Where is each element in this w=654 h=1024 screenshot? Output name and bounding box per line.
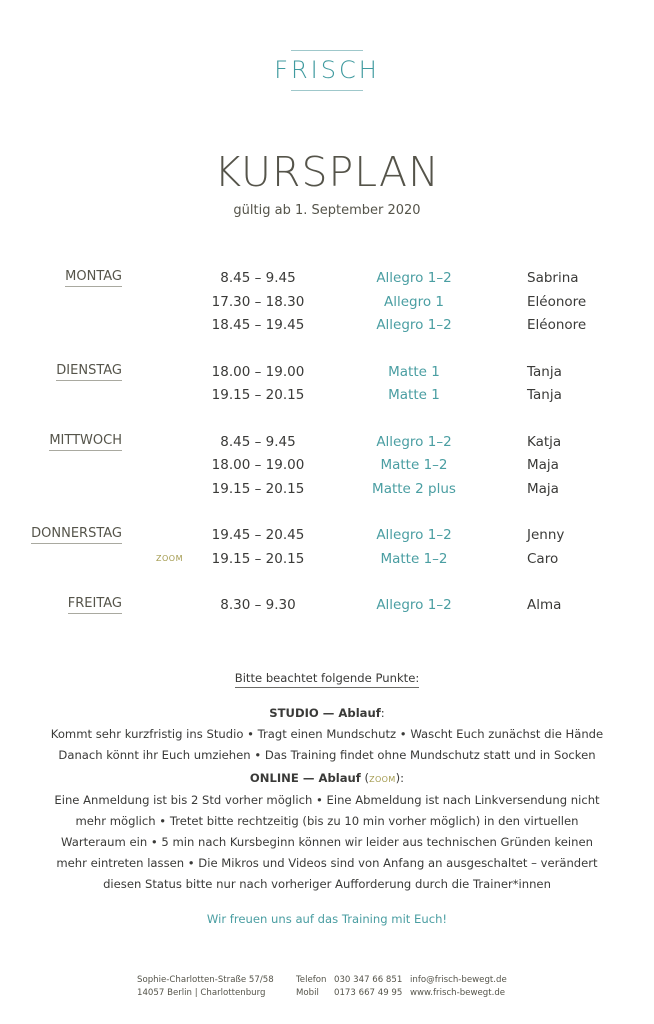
class-trainer: Tanja [527, 387, 562, 403]
class-time: 17.30 – 18.30 [211, 293, 305, 310]
class-course: Matte 1 [388, 363, 440, 380]
online-heading-title: ONLINE — Ablauf [249, 771, 361, 785]
class-course: Matte 1 [388, 387, 440, 403]
class-trainer: Jenny [527, 527, 565, 543]
footer-contact [410, 974, 507, 1000]
class-row [0, 549, 654, 573]
phone-label: Telefon [296, 975, 327, 985]
studio-line: Danach könnt ihr Euch umziehen • Das Training findet ohne Mundschutz statt und in Socken [58, 748, 596, 762]
class-time: 19.15 – 20.15 [211, 387, 305, 403]
day-label: MONTAG [65, 269, 122, 287]
online-line: Eine Anmeldung ist bis 2 Std vorher möglich • Eine Abmeldung ist nach Linkversendung nicht [54, 793, 600, 807]
logo-text: FRISCH [274, 56, 380, 84]
class-row [0, 362, 654, 386]
day-label: DONNERSTAG [31, 526, 122, 544]
class-course: Allegro 1–2 [376, 527, 452, 543]
class-course: Allegro 1–2 [376, 317, 452, 333]
day-group-dienstag [0, 362, 654, 409]
address-line: Sophie-Charlotten-Straße 57/58 [137, 975, 274, 985]
class-time: 18.00 – 19.00 [211, 363, 305, 380]
page-subtitle: gültig ab 1. September 2020 [233, 203, 421, 218]
class-row [0, 479, 654, 503]
class-time: 8.30 – 9.30 [220, 597, 296, 613]
class-row [0, 385, 654, 409]
class-time: 8.45 – 9.45 [220, 433, 296, 450]
studio-heading-title: STUDIO — Ablauf [269, 706, 381, 720]
zoom-tag: ZOOM [156, 553, 183, 563]
phone-number[interactable]: 030 347 66 851 [334, 975, 403, 985]
logo [0, 50, 654, 91]
address-line: 14057 Berlin | Charlottenburg [137, 988, 266, 998]
class-course: Matte 2 plus [372, 480, 456, 497]
online-heading [0, 768, 654, 790]
class-row [0, 525, 654, 549]
day-label: DIENSTAG [56, 363, 122, 381]
logo-bottom-rule [291, 90, 363, 91]
class-course: Matte 1–2 [380, 457, 448, 473]
mobile-label: Mobil [296, 988, 319, 998]
online-paren-close: ): [395, 771, 405, 785]
mobile-number[interactable]: 0173 667 49 95 [334, 988, 403, 998]
online-paren-open: ( [360, 771, 370, 785]
class-row [0, 595, 654, 619]
class-trainer: Alma [527, 597, 562, 613]
class-time: 19.15 – 20.15 [211, 480, 305, 497]
email-link[interactable]: info@frisch-bewegt.de [410, 975, 507, 985]
class-trainer: Maja [527, 480, 559, 497]
class-row [0, 455, 654, 479]
class-trainer: Katja [527, 433, 562, 450]
online-line: diesen Status bitte nur nach vorheriger Aufforderung durch die Trainer*innen [103, 877, 551, 891]
studio-line: Kommt sehr kurzfristig ins Studio • Tragt einen Mundschutz • Wascht Euch zunächst die Hände [50, 727, 604, 741]
day-label: MITTWOCH [49, 433, 122, 451]
page-title: KURSPLAN [214, 148, 440, 196]
class-trainer: Maja [527, 457, 559, 473]
class-trainer: Eléonore [527, 317, 587, 333]
online-line: mehr eintreten lassen • Die Mikros und Videos sind von Anfang an ausgeschaltet – verändert [56, 856, 598, 870]
class-time: 19.15 – 20.15 [211, 550, 305, 567]
class-course: Allegro 1–2 [376, 433, 452, 450]
website-link[interactable]: www.frisch-bewegt.de [410, 988, 506, 998]
studio-heading [0, 703, 654, 724]
class-row [0, 268, 654, 292]
footer-phone [296, 974, 402, 1000]
day-group-donnerstag [0, 525, 654, 572]
day-group-mittwoch [0, 432, 654, 503]
notes-section [0, 668, 654, 930]
studio-text [0, 724, 654, 766]
day-label: FREITAG [68, 596, 122, 614]
class-course: Allegro 1 [383, 293, 444, 310]
class-row [0, 292, 654, 316]
class-course: Allegro 1–2 [376, 270, 452, 286]
studio-heading-colon: : [380, 706, 385, 720]
online-line: Warteraum ein • 5 min nach Kursbeginn können wir leider aus technischen Gründen keinen [61, 835, 593, 849]
class-time: 18.45 – 19.45 [211, 317, 305, 333]
day-group-montag [0, 268, 654, 339]
class-trainer: Tanja [527, 363, 562, 380]
class-time: 8.45 – 9.45 [220, 270, 296, 286]
class-trainer: Eléonore [527, 293, 587, 310]
class-time: 18.00 – 19.00 [211, 457, 305, 473]
online-zoom-label: ZOOM [369, 775, 396, 784]
class-row [0, 315, 654, 339]
footer-address [137, 974, 274, 1000]
notes-heading: Bitte beachtet folgende Punkte: [235, 671, 420, 688]
class-row [0, 432, 654, 456]
online-text [0, 790, 654, 895]
closing-message: Wir freuen uns auf das Training mit Euch! [206, 912, 448, 926]
schedule-table [0, 268, 654, 642]
class-time: 19.45 – 20.45 [211, 527, 305, 543]
class-trainer: Caro [527, 550, 559, 567]
class-course: Allegro 1–2 [376, 597, 452, 613]
day-group-freitag [0, 595, 654, 619]
class-trainer: Sabrina [527, 270, 579, 286]
class-course: Matte 1–2 [380, 550, 448, 567]
online-line: mehr möglich • Tretet bitte rechtzeitig (bis zu 10 min vorher möglich) in den virtuellen [75, 814, 579, 828]
